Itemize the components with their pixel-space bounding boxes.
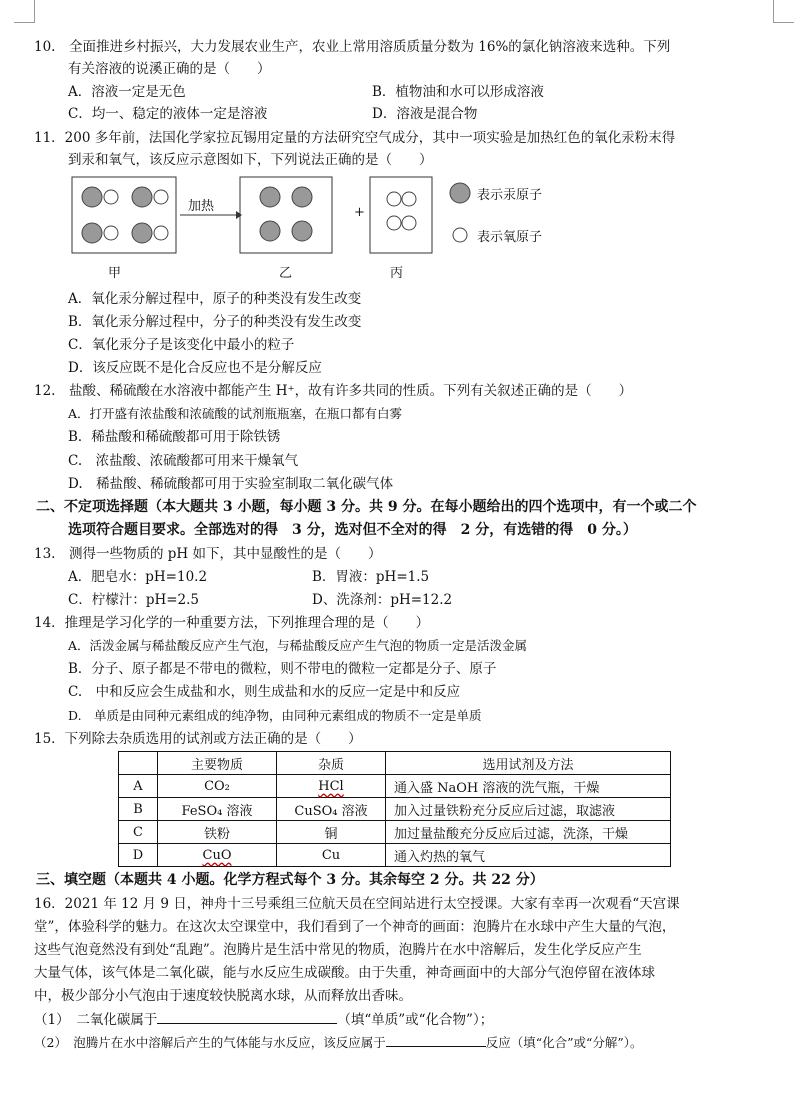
q16-sub1-blank[interactable] <box>157 1009 337 1024</box>
table-cell: FeSO₄ 溶液 <box>158 798 277 821</box>
table-cell: CO₂ <box>158 775 277 798</box>
table-cell: 加入过量铁粉充分反应后过滤，取滤液 <box>386 798 671 821</box>
table-cell: 铁粉 <box>158 821 277 844</box>
crop-mark-top-right <box>773 0 794 23</box>
q10-option-d: D．溶液是混合物 <box>372 106 478 122</box>
q16-sub2-text: （2） 泡腾片在水中溶解后产生的气体能与水反应，该反应属于 <box>34 1035 386 1050</box>
crop-mark-top-left <box>14 0 35 23</box>
table-cell: C <box>119 821 158 844</box>
table-cell: CuSO₄ 溶液 <box>277 798 386 821</box>
hgo-molecules <box>82 187 168 243</box>
q13-option-c: C．柠檬汁：pH=2.5 <box>68 592 200 608</box>
q13-option-b: B．胃液：pH=1.5 <box>312 569 430 585</box>
plus-sign: + <box>354 205 365 220</box>
q11-option-a: A．氧化汞分解过程中，原子的种类没有发生改变 <box>68 291 362 307</box>
q11-option-d: D．该反应既不是化合反应也不是分解反应 <box>68 360 322 376</box>
q12-option-c: C. 浓盐酸、浓硫酸都可用来干燥氧气 <box>68 453 299 469</box>
q14-option-b: B．分子、原子都是不带电的微粒，则不带电的微粒一定都是分子、原子 <box>68 661 497 677</box>
q16-subquestion-2 <box>34 1032 774 1054</box>
table-cell: B <box>119 798 158 821</box>
q14-stem: 14．推理是学习化学的一种重要方法，下列推理合理的是（ ） <box>34 615 430 631</box>
table-cell: D <box>119 844 158 867</box>
table-header-cell: 杂质 <box>277 752 386 775</box>
q13-option-d: D、洗涤剂：pH=12.2 <box>312 592 453 608</box>
q16-sub2-blank[interactable] <box>386 1032 486 1047</box>
legend-hg-icon <box>450 183 470 203</box>
section-2-heading-line1: 二、不定项选择题（本大题共 3 小题，每小题 3 分。共 9 分。在每小题给出的四个选项中，有一个或二个 <box>36 499 697 515</box>
q12-option-b: B．稀盐酸和稀硫酸都可用于除铁锈 <box>68 429 281 445</box>
table-cell: Cu <box>277 844 386 867</box>
q14-option-a: A．活泼金属与稀盐酸反应产生气泡，与稀盐酸反应产生气泡的物质一定是活泼金属 <box>68 638 528 653</box>
legend-o-label: 表示氧原子 <box>477 230 543 245</box>
table-row <box>119 775 671 798</box>
q15-stem: 15．下列除去杂质选用的试剂或方法正确的是（ ） <box>34 731 362 747</box>
q10-option-c: C．均一、稳定的液体一定是溶液 <box>68 106 268 122</box>
legend-o-icon <box>453 228 467 242</box>
heat-label: 加热 <box>188 199 215 214</box>
q13-stem: 13. 测得一些物质的 pH 如下，其中显酸性的是（ ） <box>34 546 382 562</box>
table-header-cell: 选用试剂及方法 <box>386 752 671 775</box>
legend-hg-label: 表示汞原子 <box>477 188 543 203</box>
q11-option-c: C．氧化汞分子是该变化中最小的粒子 <box>68 337 295 353</box>
q10-stem-line1: 10. 全面推进乡村振兴，大力发展农业生产，农业上常用溶质质量分数为 16%的氯化钠溶液来选种。下列 <box>34 39 671 55</box>
q10-option-a: A．溶液一定是无色 <box>68 84 186 100</box>
q16-paragraph-line5: 中，极少部分小气泡由于速度较快脱离水球，从而释放出香味。 <box>34 988 412 1004</box>
table-cell: 通入盛 NaOH 溶液的洗气瓶，干燥 <box>386 775 671 798</box>
q12-option-a: A．打开盛有浓盐酸和浓硫酸的试剂瓶瓶塞，在瓶口都有白雾 <box>68 406 403 421</box>
q14-option-c: C. 中和反应会生成盐和水，则生成盐和水的反应一定是中和反应 <box>68 684 461 700</box>
q14-option-d: D. 单质是由同种元素组成的纯净物，由同种元素组成的物质不一定是单质 <box>68 708 482 723</box>
q16-paragraph-line3: 这些气泡竟然没有到处“乱跑”。泡腾片是生活中常见的物质，泡腾片在水中溶解后，发生化学反应产生 <box>34 942 642 958</box>
q11-stem-line1: 11．200 多年前，法国化学家拉瓦锡用定量的方法研究空气成分，其中一项实验是加热红色的氧化汞粉末得 <box>34 130 676 146</box>
q12-stem: 12. 盐酸、稀硫酸在水溶液中都能产生 H⁺，故有许多共同的性质。下列有关叙述正确的是（ ） <box>34 383 633 399</box>
q16-subquestion-1 <box>34 1009 774 1031</box>
table-cell: 通入灼热的氧气 <box>386 844 671 867</box>
q10-option-b: B．植物油和水可以形成溶液 <box>372 84 544 100</box>
q16-paragraph-line4: 大量气体，该气体是二氧化碳，能与水反应生成碳酸。由于失重，神奇画面中的大部分气泡停留在液体球 <box>34 965 655 981</box>
q16-sub1-hint: （填“单质”或“化合物”）； <box>337 1012 494 1028</box>
q13-option-a: A．肥皂水：pH=10.2 <box>68 569 208 585</box>
table-cell: 铜 <box>277 821 386 844</box>
table-header-cell <box>119 752 158 775</box>
q10-stem-line2: 有关溶液的说溪正确的是（ ） <box>68 61 271 77</box>
q16-sub1-text: （1） 二氧化碳属于 <box>34 1012 158 1028</box>
q16-sub2-hint: 反应（填“化合”或“分解”）。 <box>485 1035 643 1050</box>
q11-option-b: B．氧化汞分解过程中，分子的种类没有发生改变 <box>68 314 362 330</box>
box-yi <box>240 177 332 253</box>
table-cell: CuO <box>158 844 277 867</box>
section-3-heading: 三、填空题（本题共 4 小题。化学方程式每个 3 分。其余每空 2 分。共 22 分） <box>36 872 544 888</box>
table-cell: A <box>119 775 158 798</box>
label-jia: 甲 <box>108 266 122 281</box>
table-header-cell: 主要物质 <box>158 752 277 775</box>
table-cell: HCl <box>277 775 386 798</box>
hg-atoms <box>260 187 312 241</box>
table-row <box>119 821 671 844</box>
q16-paragraph-line2: 堂”，体验科学的魅力。在这次太空课堂中，我们看到了一个神奇的画面：泡腾片在水球中产生大量的气泡， <box>34 919 676 935</box>
o2-molecules <box>387 192 416 230</box>
label-yi: 乙 <box>279 266 293 281</box>
q11-stem-line2: 到汞和氧气，该反应示意图如下，下列说法正确的是（ ） <box>68 152 433 168</box>
label-bing: 丙 <box>390 266 404 281</box>
q12-option-d: D. 稀盐酸、稀硫酸都可用于实验室制取二氧化碳气体 <box>68 476 394 492</box>
table-header-row <box>119 752 671 775</box>
box-bing <box>370 177 432 253</box>
table-cell: 加过量盐酸充分反应后过滤，洗涤，干燥 <box>386 821 671 844</box>
q16-paragraph-line1: 16．2021 年 12 月 9 日，神舟十三号乘组三位航天员在空间站进行太空授课。大家有幸再一次观看“天宫课 <box>34 896 680 912</box>
section-2-heading-line2: 选项符合题目要求。全部选对的得 3 分，选对但不全对的得 2 分，有选错的得 0 分。） <box>68 522 637 538</box>
table-row <box>119 798 671 821</box>
table-row <box>119 844 671 867</box>
q15-table <box>118 751 671 867</box>
